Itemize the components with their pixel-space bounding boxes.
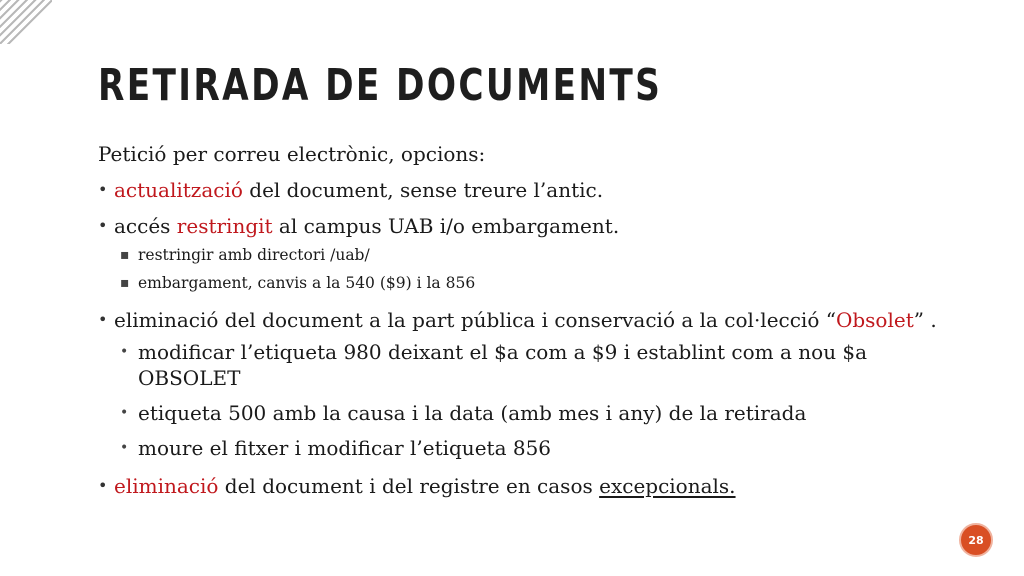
highlight-text: restringit bbox=[176, 214, 273, 238]
highlight-text: actualització bbox=[114, 178, 243, 202]
item-text: del document i del registre en casos bbox=[218, 474, 600, 498]
sub-item-text: modificar l’etiqueta 980 deixant el $a com a $9 i establint com a nou $a OBSOLET bbox=[138, 340, 868, 390]
bullet-item bbox=[98, 473, 958, 499]
bullet-item bbox=[98, 213, 958, 239]
sub-bullet-icon: • bbox=[120, 344, 129, 360]
sub-bullet-item bbox=[98, 245, 958, 265]
bullet-item bbox=[98, 307, 958, 333]
sub-bullet-item bbox=[98, 273, 958, 293]
sub-bullet-item bbox=[98, 400, 958, 426]
bullet-item bbox=[98, 177, 958, 203]
bullet-icon: • bbox=[98, 180, 108, 199]
item-text: al campus UAB i/o embargament. bbox=[272, 214, 620, 238]
item-text: accés bbox=[114, 214, 177, 238]
sub-bullet-icon: ▪ bbox=[120, 247, 130, 263]
sub-item-text: embargament, canvis a la 540 ($9) i la 856 bbox=[138, 274, 476, 292]
corner-stripes-decoration bbox=[0, 0, 52, 44]
sub-item-text: restringir amb directori /uab/ bbox=[138, 246, 370, 264]
sub-bullet-item bbox=[98, 435, 958, 461]
highlight-text: eliminació bbox=[114, 474, 219, 498]
sub-bullet-icon: • bbox=[120, 405, 129, 421]
sub-item-text: etiqueta 500 amb la causa i la data (amb mes i any) de la retirada bbox=[138, 401, 807, 425]
slide-body bbox=[98, 140, 958, 509]
bullet-icon: • bbox=[98, 310, 108, 329]
page-number-badge: 28 bbox=[959, 523, 993, 557]
sub-bullet-icon: ▪ bbox=[120, 275, 130, 291]
bullet-icon: • bbox=[98, 216, 108, 235]
bullet-icon: • bbox=[98, 476, 108, 495]
intro-text: Petició per correu electrònic, opcions: bbox=[98, 142, 486, 166]
underlined-text: excepcionals. bbox=[599, 474, 736, 498]
sub-bullet-item bbox=[98, 339, 958, 391]
item-text: del document, sense treure l’antic. bbox=[242, 178, 604, 202]
item-text: eliminació del document a la part pública i conservació a la col·lecció “ bbox=[114, 308, 836, 332]
sub-bullet-icon: • bbox=[120, 440, 129, 456]
slide-title: RETIRADA DE DOCUMENTS bbox=[98, 60, 663, 111]
item-text: ” . bbox=[913, 308, 937, 332]
sub-item-text: moure el fitxer i modificar l’etiqueta 856 bbox=[138, 436, 552, 460]
highlight-text: Obsolet bbox=[835, 308, 914, 332]
